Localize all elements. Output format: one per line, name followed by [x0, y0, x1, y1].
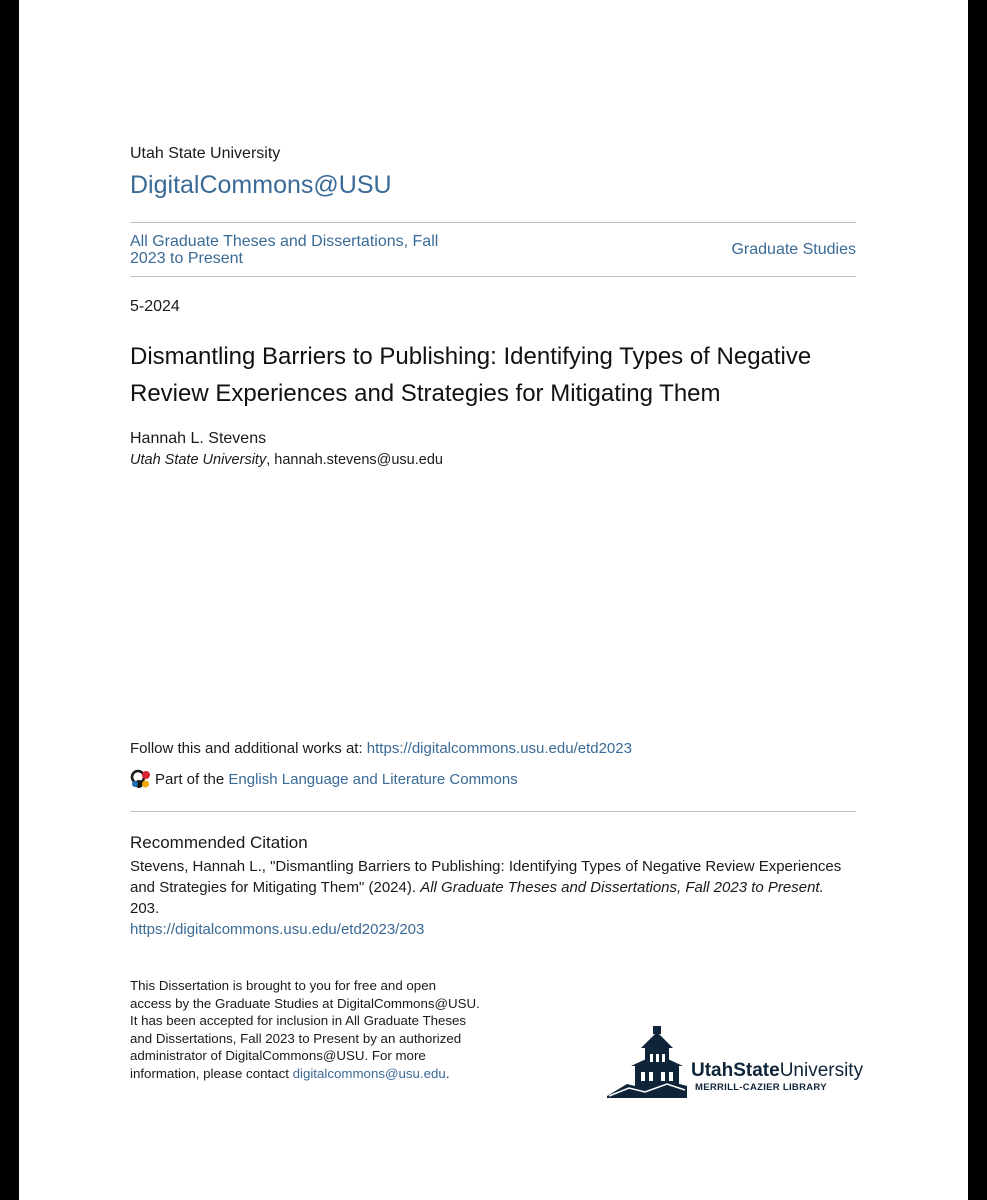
footer-end: .	[445, 1065, 450, 1081]
network-icon	[130, 769, 151, 790]
follow-url[interactable]: https://digitalcommons.usu.edu/etd2023	[366, 740, 632, 757]
commons-link[interactable]: English Language and Literature Commons	[228, 771, 518, 788]
repository-link[interactable]: DigitalCommons@USU	[130, 171, 392, 199]
institution-name: Utah State University	[130, 145, 281, 162]
usu-library-logo	[605, 1026, 865, 1106]
logo-name-bold: UtahState	[691, 1060, 780, 1081]
footer-text: This Dissertation is brought to you for free and open access by the Graduate Studies at DigitalCommons@USU. It has been accepted for inclusion in All Graduate Theses and Dissertations, Fall 2023 to Present by an authorized administrator of DigitalCommons@USU. For more information, please contact	[130, 978, 480, 1081]
citation-series: All Graduate Theses and Dissertations, Fall 2023 to Present.	[420, 879, 824, 896]
department-link[interactable]: Graduate Studies	[731, 241, 856, 258]
document-page	[19, 0, 968, 1200]
publication-date: 5-2024	[130, 298, 180, 315]
citation-heading: Recommended Citation	[130, 833, 308, 852]
divider	[130, 222, 856, 223]
citation-url[interactable]: https://digitalcommons.usu.edu/etd2023/203	[130, 921, 425, 938]
part-of-label: Part of the	[155, 771, 225, 788]
footer-notice	[130, 977, 480, 1082]
divider	[130, 276, 856, 277]
author-name: Hannah L. Stevens	[130, 430, 267, 447]
part-of-line	[130, 769, 518, 790]
document-title: Dismantling Barriers to Publishing: Identifying Types of Negative Review Experiences and Strategies for Mitigating Them	[130, 343, 812, 407]
logo-subtitle: MERRILL-CAZIER LIBRARY	[695, 1082, 827, 1093]
contact-email-link[interactable]: digitalcommons@usu.edu	[292, 1065, 446, 1081]
follow-line	[130, 740, 632, 757]
divider	[130, 811, 856, 812]
svg-text:UtahStateUniversity	[691, 1060, 864, 1081]
author-affiliation: Utah State University, hannah.stevens@usu.edu	[130, 452, 443, 468]
citation-number: 203.	[130, 900, 160, 917]
series-link[interactable]: All Graduate Theses and Dissertations, Fall 2023 to Present	[130, 233, 439, 267]
affiliation-name: Utah State University	[130, 452, 267, 468]
citation-text	[130, 856, 860, 940]
citation-main: Stevens, Hannah L., "Dismantling Barriers to Publishing: Identifying Types of Negative Review Experiences and Strategies for Mitigating Them" (2024).	[130, 858, 842, 896]
author-email: hannah.stevens@usu.edu	[274, 452, 443, 468]
logo-name-light: University	[779, 1060, 864, 1081]
follow-label: Follow this and additional works at:	[130, 740, 367, 757]
